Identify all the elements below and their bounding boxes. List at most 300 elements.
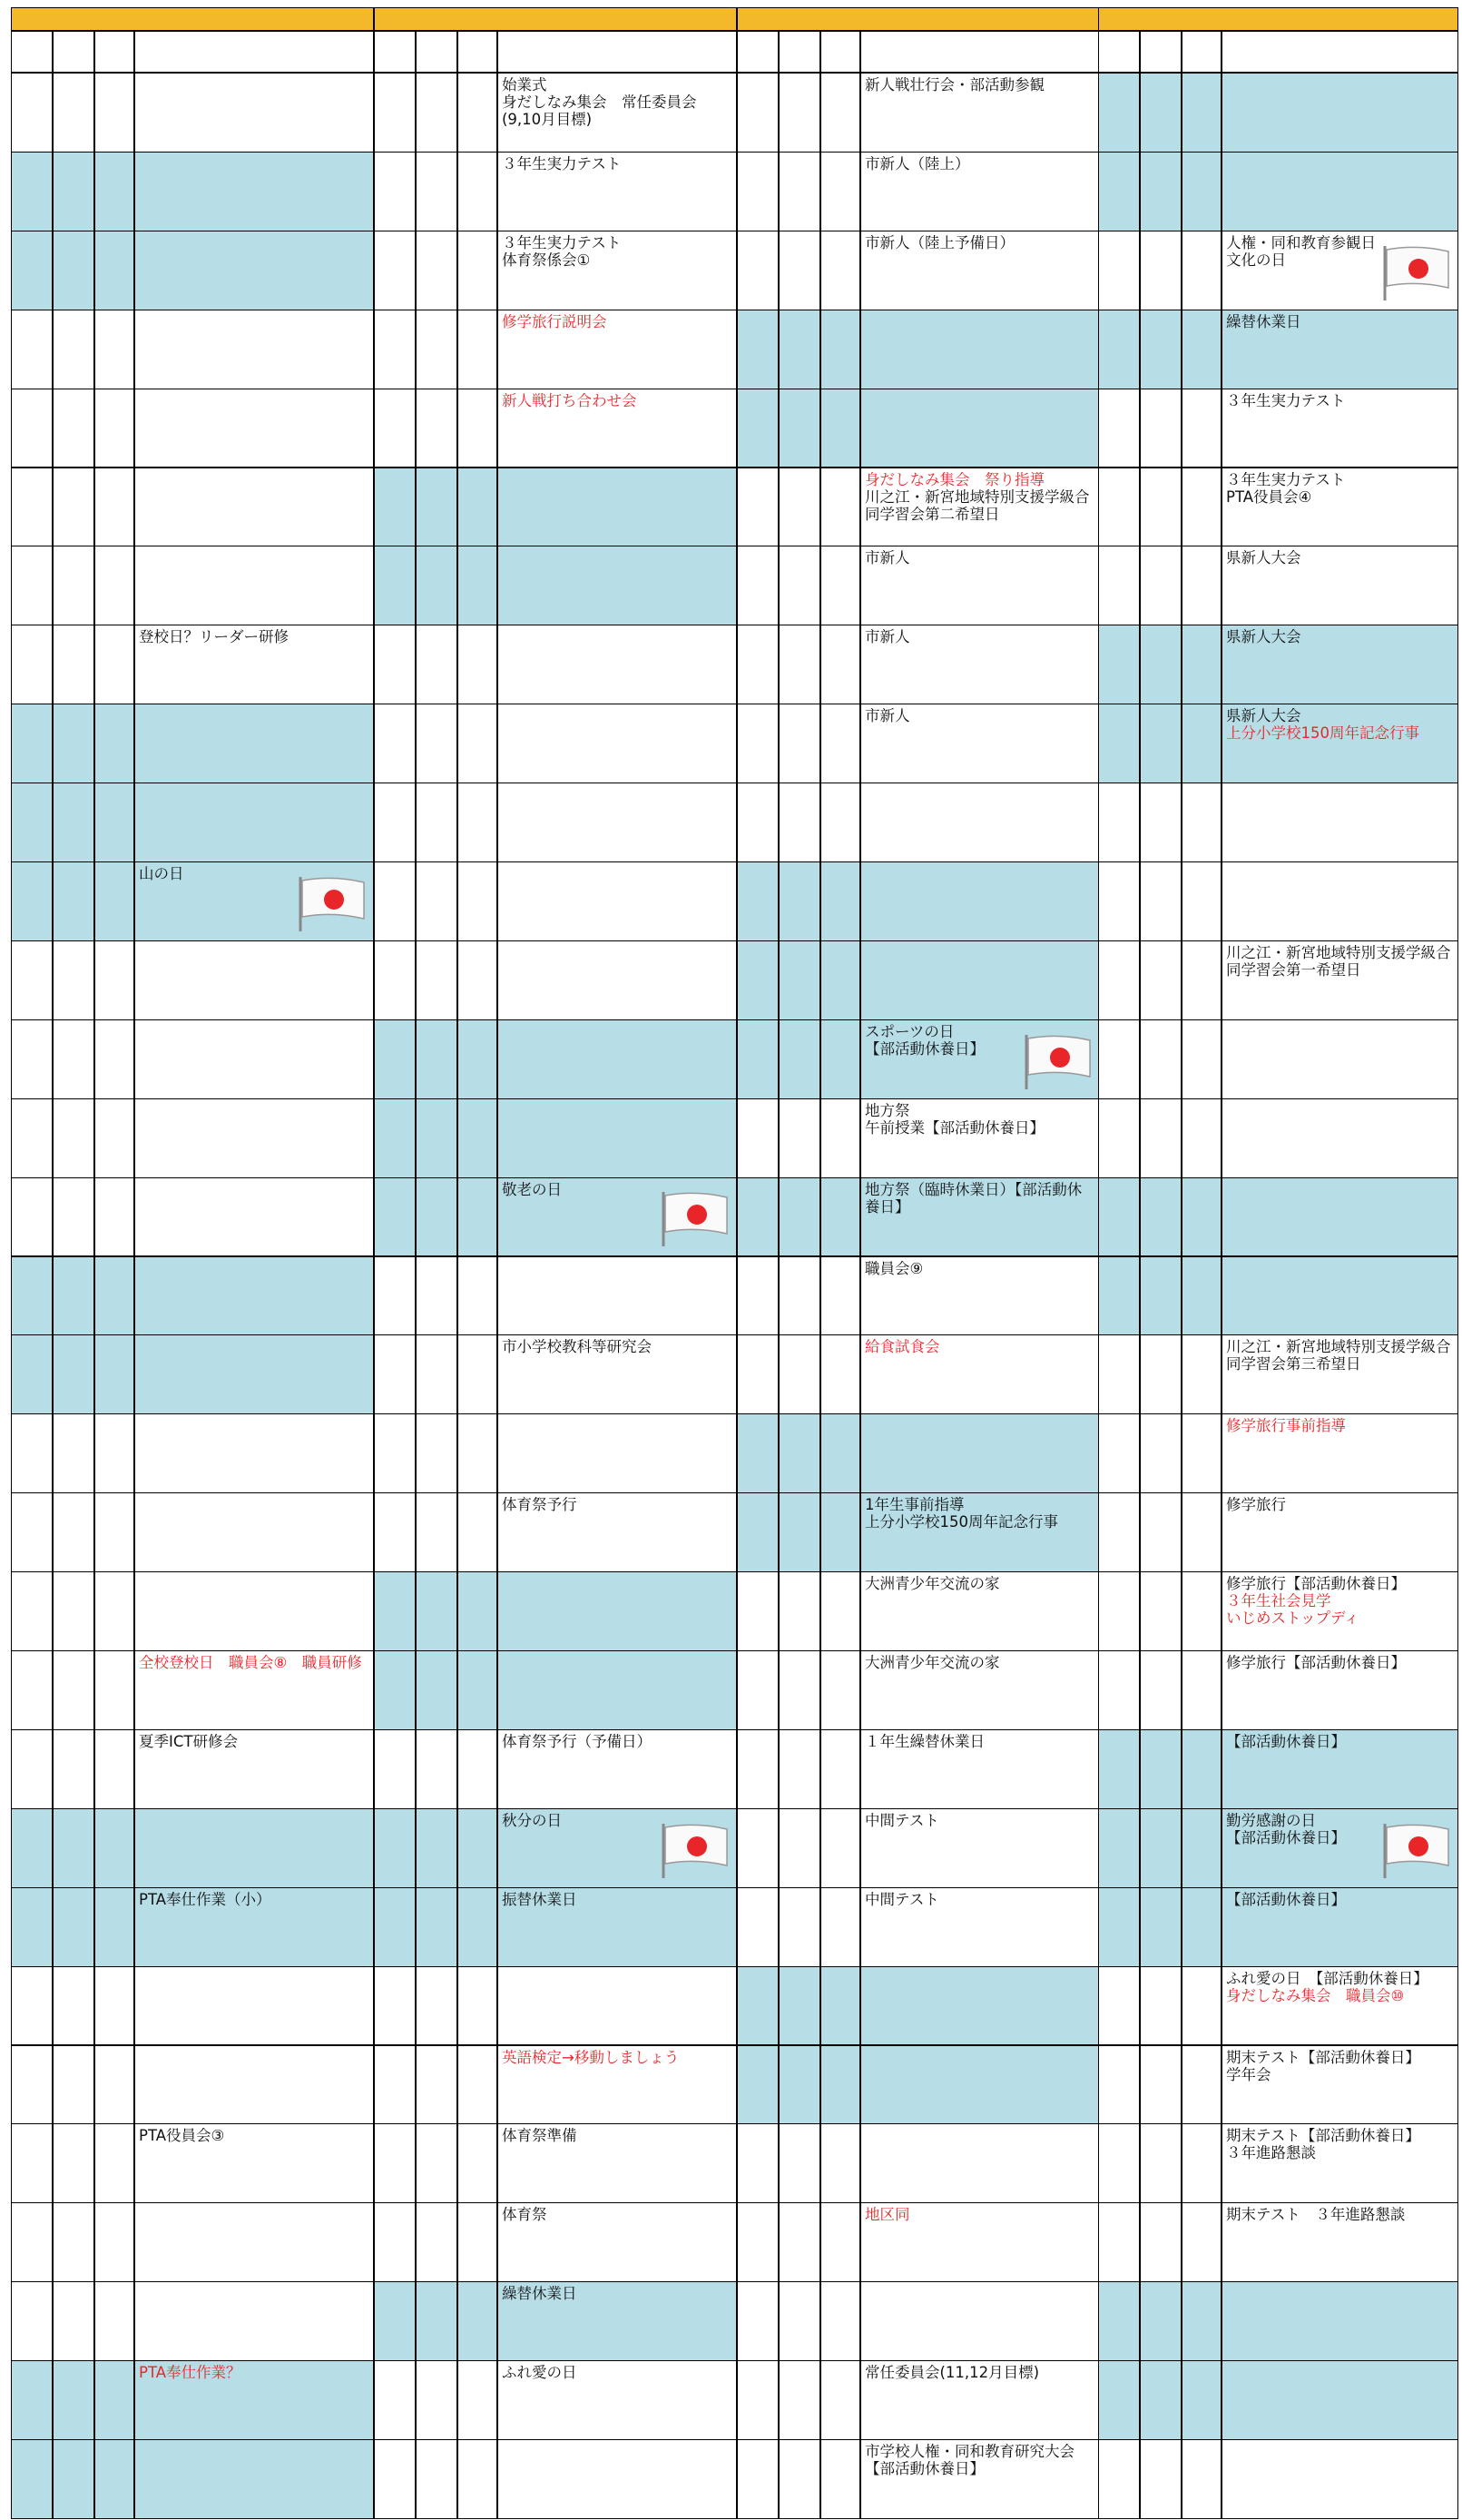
day-number <box>737 625 779 704</box>
event-text: 上分小学校150周年記念行事 <box>1226 724 1419 743</box>
event-cell <box>497 231 737 310</box>
meal-mark <box>457 1966 497 2046</box>
event-cell <box>860 152 1100 231</box>
weekday <box>779 1729 820 1809</box>
weekday <box>416 2281 457 2361</box>
day-number <box>737 1413 779 1493</box>
event-text: 登校日？リーダー研修 <box>139 628 289 646</box>
event-cell <box>860 1887 1100 1967</box>
event-text: 学年会 <box>1226 2065 1271 2083</box>
event-text: 繰替休業日 <box>502 2285 577 2303</box>
meal-mark <box>1182 1966 1222 2046</box>
weekday <box>416 2123 457 2203</box>
day-number <box>1098 1019 1140 1099</box>
day-number <box>1098 940 1140 1020</box>
event-text: 始業式 <box>502 76 547 94</box>
day-number <box>11 1571 53 1651</box>
weekday <box>416 1019 457 1099</box>
event-cell <box>860 783 1100 862</box>
weekday <box>779 1650 820 1730</box>
event-text: ３年進路懇談 <box>1226 2144 1316 2162</box>
event-cell <box>1222 1729 1458 1809</box>
meal-mark <box>820 389 860 468</box>
meal-mark <box>820 1177 860 1257</box>
weekday <box>779 152 820 231</box>
meal-mark <box>1182 1492 1222 1572</box>
event-text: 人権・同和教育参観日 <box>1226 233 1376 251</box>
event-cell <box>497 2123 737 2203</box>
weekday <box>53 2045 94 2125</box>
weekday <box>779 625 820 704</box>
day-number <box>1098 310 1140 389</box>
day-number <box>737 468 779 547</box>
weekday <box>416 1650 457 1730</box>
weekday <box>416 783 457 862</box>
weekday <box>1140 1492 1182 1572</box>
event-cell <box>134 1887 374 1967</box>
event-cell <box>497 2281 737 2361</box>
meal-mark <box>94 1413 134 1493</box>
event-cell <box>134 1966 374 2046</box>
weekday <box>53 1571 94 1651</box>
meal-mark <box>457 861 497 941</box>
event-cell <box>860 1729 1100 1809</box>
meal-mark <box>820 2439 860 2519</box>
event-cell <box>860 1177 1100 1257</box>
meal-mark <box>457 625 497 704</box>
weekday <box>53 783 94 862</box>
meal-mark <box>820 625 860 704</box>
col-header-day <box>737 31 779 73</box>
weekday <box>416 1571 457 1651</box>
weekday <box>779 468 820 547</box>
weekday <box>416 625 457 704</box>
meal-mark <box>1182 1729 1222 1809</box>
meal-mark <box>94 231 134 310</box>
event-cell <box>134 940 374 1020</box>
event-text: 大洲青少年交流の家 <box>865 1654 1000 1671</box>
meal-mark <box>820 783 860 862</box>
day-number <box>11 152 53 231</box>
japan-flag-icon <box>660 1190 731 1248</box>
day-number <box>11 2202 53 2282</box>
day-number <box>1098 1808 1140 1888</box>
day-number <box>374 2281 416 2361</box>
event-cell <box>134 1256 374 1336</box>
event-cell <box>860 310 1100 389</box>
japan-flag-icon <box>1023 1033 1094 1091</box>
event-text: 繰替休業日 <box>1226 312 1301 330</box>
meal-mark <box>820 940 860 1020</box>
event-cell <box>860 2360 1100 2440</box>
event-text: 体育祭予行（予備日） <box>502 1732 652 1750</box>
day-number <box>374 861 416 941</box>
meal-mark <box>457 2123 497 2203</box>
event-text: １年生繰替休業日 <box>865 1732 985 1750</box>
meal-mark <box>94 625 134 704</box>
day-number <box>11 1019 53 1099</box>
event-text: 期末テスト【部活動休養日】 <box>1226 2127 1420 2145</box>
event-cell <box>497 1334 737 1414</box>
meal-mark <box>457 1177 497 1257</box>
event-text: ３年生社会見学 <box>1226 1592 1331 1610</box>
weekday <box>1140 152 1182 231</box>
event-text: 新人戦壮行会・部活動参観 <box>865 76 1045 94</box>
meal-mark <box>820 1966 860 2046</box>
meal-mark <box>1182 704 1222 783</box>
month-header <box>1098 7 1458 31</box>
event-cell <box>1222 389 1458 468</box>
meal-mark <box>1182 2045 1222 2125</box>
event-cell <box>497 73 737 153</box>
event-cell <box>134 73 374 153</box>
day-number <box>374 73 416 153</box>
event-cell <box>1222 1650 1458 1730</box>
meal-mark <box>1182 152 1222 231</box>
day-number <box>737 2202 779 2282</box>
weekday <box>416 1334 457 1414</box>
weekday <box>1140 1966 1182 2046</box>
day-number <box>11 310 53 389</box>
event-text: いじめストップディ <box>1226 1609 1359 1628</box>
event-cell <box>497 1098 737 1178</box>
meal-mark <box>820 1729 860 1809</box>
event-text: 【部活動休養日】 <box>1226 1828 1346 1846</box>
day-number <box>1098 783 1140 862</box>
event-text: 体育祭準備 <box>502 2127 577 2145</box>
meal-mark <box>457 468 497 547</box>
day-number <box>1098 1098 1140 1178</box>
day-number <box>1098 1177 1140 1257</box>
meal-mark <box>94 2281 134 2361</box>
col-header-meal <box>457 31 497 73</box>
weekday <box>416 861 457 941</box>
event-text: 県新人大会 <box>1226 707 1301 725</box>
meal-mark <box>94 2202 134 2282</box>
day-number <box>11 704 53 783</box>
meal-mark <box>94 73 134 153</box>
japan-flag-icon <box>660 1822 731 1880</box>
meal-mark <box>1182 1650 1222 1730</box>
weekday <box>53 2360 94 2440</box>
meal-mark <box>1182 231 1222 310</box>
meal-mark <box>820 1256 860 1336</box>
school-days-total <box>860 31 1100 73</box>
event-cell <box>1222 1571 1458 1651</box>
empty-cell <box>374 2439 416 2519</box>
event-cell <box>134 152 374 231</box>
meal-mark <box>820 1571 860 1651</box>
day-number <box>374 1571 416 1651</box>
day-number <box>374 2045 416 2125</box>
event-cell <box>497 1492 737 1572</box>
weekday <box>53 152 94 231</box>
day-number <box>374 152 416 231</box>
weekday <box>53 310 94 389</box>
meal-mark <box>1182 1098 1222 1178</box>
meal-mark <box>457 2360 497 2440</box>
weekday <box>779 1098 820 1178</box>
day-number <box>1098 389 1140 468</box>
event-cell <box>134 1177 374 1257</box>
event-cell <box>134 2439 374 2519</box>
day-number <box>1098 73 1140 153</box>
day-number <box>737 1966 779 2046</box>
event-cell <box>134 1492 374 1572</box>
meal-mark <box>457 1729 497 1809</box>
weekday <box>416 231 457 310</box>
day-number <box>11 2281 53 2361</box>
meal-mark <box>94 2123 134 2203</box>
event-text: 全校登校日 職員会⑧ 職員研修 <box>139 1654 362 1671</box>
event-cell <box>134 2045 374 2125</box>
meal-mark <box>94 546 134 625</box>
meal-mark <box>820 2360 860 2440</box>
weekday <box>1140 310 1182 389</box>
event-text: 【部活動休養日】 <box>1226 1732 1346 1750</box>
event-cell <box>860 1808 1100 1888</box>
day-number <box>374 1256 416 1336</box>
weekday <box>53 1729 94 1809</box>
meal-mark <box>1182 2202 1222 2282</box>
event-cell <box>860 625 1100 704</box>
meal-mark <box>457 1887 497 1967</box>
event-cell <box>497 861 737 941</box>
event-cell <box>1222 2202 1458 2282</box>
day-number <box>11 2123 53 2203</box>
empty-cell <box>416 2439 457 2519</box>
meal-mark <box>1182 1413 1222 1493</box>
meal-mark <box>1182 1019 1222 1099</box>
weekday <box>416 940 457 1020</box>
col-header-day <box>1098 31 1140 73</box>
weekday <box>1140 625 1182 704</box>
day-number <box>1098 2281 1140 2361</box>
event-cell <box>134 861 374 941</box>
day-number <box>374 468 416 547</box>
weekday <box>1140 704 1182 783</box>
event-cell <box>1222 861 1458 941</box>
meal-mark <box>1182 2281 1222 2361</box>
event-cell <box>1222 1256 1458 1336</box>
meal-mark <box>820 231 860 310</box>
event-cell <box>860 2123 1100 2203</box>
weekday <box>1140 1098 1182 1178</box>
day-number <box>737 940 779 1020</box>
weekday <box>416 1887 457 1967</box>
event-text: 勤労感謝の日 <box>1226 1811 1316 1829</box>
japan-flag-icon <box>297 875 368 933</box>
weekday <box>1140 1808 1182 1888</box>
meal-mark <box>457 310 497 389</box>
day-number <box>374 1098 416 1178</box>
event-cell <box>1222 1177 1458 1257</box>
meal-mark <box>457 783 497 862</box>
event-cell <box>497 2202 737 2282</box>
event-cell <box>860 389 1100 468</box>
weekday <box>53 1334 94 1414</box>
weekday <box>53 1256 94 1336</box>
day-number <box>737 310 779 389</box>
weekday <box>1140 1650 1182 1730</box>
event-cell <box>1222 231 1458 310</box>
event-text: 【部活動休養日】 <box>1226 1890 1346 1908</box>
day-number <box>11 231 53 310</box>
meal-mark <box>457 1650 497 1730</box>
weekday <box>53 546 94 625</box>
meal-mark <box>820 2045 860 2125</box>
weekday <box>416 389 457 468</box>
weekday <box>53 389 94 468</box>
meal-mark <box>94 1729 134 1809</box>
event-cell <box>1222 704 1458 783</box>
meal-mark <box>1182 1808 1222 1888</box>
event-cell <box>860 1571 1100 1651</box>
event-cell <box>497 152 737 231</box>
event-text: ３年生実力テスト <box>502 154 622 172</box>
event-text: 市新人 <box>865 707 910 725</box>
event-text: 市新人（陸上予備日） <box>865 233 1015 251</box>
day-number <box>737 231 779 310</box>
event-cell <box>497 310 737 389</box>
weekday <box>779 1887 820 1967</box>
day-number <box>1098 1966 1140 2046</box>
event-cell <box>860 861 1100 941</box>
meal-mark <box>820 1492 860 1572</box>
event-cell <box>860 1019 1100 1099</box>
meal-mark <box>820 1887 860 1967</box>
meal-mark <box>457 389 497 468</box>
weekday <box>416 1256 457 1336</box>
weekday <box>416 152 457 231</box>
event-text: 市新人（陸上） <box>865 154 970 172</box>
event-cell <box>134 2123 374 2203</box>
day-number <box>11 625 53 704</box>
day-number <box>737 546 779 625</box>
weekday <box>53 2202 94 2282</box>
day-number <box>1098 1256 1140 1336</box>
meal-mark <box>94 1571 134 1651</box>
meal-mark <box>1182 389 1222 468</box>
weekday <box>779 1808 820 1888</box>
event-text: PTA奉仕作業？ <box>139 2364 241 2382</box>
day-number <box>11 1098 53 1178</box>
meal-mark <box>457 1019 497 1099</box>
day-number <box>737 389 779 468</box>
weekday <box>53 1098 94 1178</box>
weekday <box>1140 1177 1182 1257</box>
weekday <box>1140 1256 1182 1336</box>
day-number <box>1098 546 1140 625</box>
event-text: 文化の日 <box>1226 251 1286 269</box>
day-number <box>11 1887 53 1967</box>
event-cell <box>134 1650 374 1730</box>
weekday <box>53 1413 94 1493</box>
day-number <box>737 1808 779 1888</box>
event-text: 県新人大会 <box>1226 549 1301 567</box>
meal-mark <box>820 1098 860 1178</box>
empty-cell <box>497 2439 737 2519</box>
weekday <box>779 1966 820 2046</box>
empty-cell <box>457 2439 497 2519</box>
weekday <box>779 2123 820 2203</box>
event-cell <box>1222 2281 1458 2361</box>
event-text: 午前授業【部活動休養日】 <box>865 1118 1045 1137</box>
event-cell <box>497 2045 737 2125</box>
weekday <box>416 1177 457 1257</box>
weekday <box>53 468 94 547</box>
event-cell <box>134 1334 374 1414</box>
day-number <box>737 1177 779 1257</box>
event-text: 体育祭係会① <box>502 251 591 269</box>
weekday <box>53 625 94 704</box>
weekday <box>416 1413 457 1493</box>
day-number <box>1098 704 1140 783</box>
meal-mark <box>94 1098 134 1178</box>
day-number <box>737 2360 779 2440</box>
event-cell <box>134 1019 374 1099</box>
event-cell <box>860 2439 1100 2519</box>
event-text: 敬老の日 <box>502 1180 562 1198</box>
day-number <box>737 861 779 941</box>
event-text: 市学校人権・同和教育研究大会【部活動休養日】 <box>865 2443 1074 2477</box>
event-text: 川之江・新宮地域特別支援学級合同学習会第一希望日 <box>1226 943 1451 979</box>
event-cell <box>860 231 1100 310</box>
meal-mark <box>94 2045 134 2125</box>
event-cell <box>1222 783 1458 862</box>
day-number <box>11 1729 53 1809</box>
event-cell <box>134 546 374 625</box>
meal-mark <box>820 1650 860 1730</box>
weekday <box>779 231 820 310</box>
meal-mark <box>94 2360 134 2440</box>
event-cell <box>860 1413 1100 1493</box>
meal-mark <box>457 73 497 153</box>
month-header <box>11 7 374 31</box>
event-text: (9,10月目標) <box>502 111 593 128</box>
meal-mark <box>94 704 134 783</box>
meal-mark <box>1182 1571 1222 1651</box>
event-text: 修学旅行説明会 <box>502 312 607 330</box>
day-number <box>374 231 416 310</box>
event-cell <box>860 468 1100 547</box>
weekday <box>416 1729 457 1809</box>
event-text: 修学旅行【部活動休養日】 <box>1226 1654 1406 1671</box>
event-text: 修学旅行事前指導 <box>1226 1417 1346 1435</box>
empty-cell <box>1182 2439 1222 2519</box>
event-cell <box>860 1966 1100 2046</box>
meal-mark <box>94 1334 134 1414</box>
day-number <box>737 2123 779 2203</box>
weekday <box>53 73 94 153</box>
event-text: 地方祭 <box>865 1101 910 1119</box>
event-text: ふれ愛の日 <box>502 2364 577 2382</box>
event-cell <box>860 1650 1100 1730</box>
event-cell <box>860 2281 1100 2361</box>
event-text: PTA役員会④ <box>1226 487 1312 506</box>
day-number <box>374 940 416 1020</box>
day-number <box>374 2123 416 2203</box>
day-number <box>11 861 53 941</box>
weekday <box>779 2202 820 2282</box>
meal-mark <box>820 704 860 783</box>
weekday <box>1140 2202 1182 2282</box>
meal-mark <box>457 2202 497 2282</box>
meal-mark <box>457 704 497 783</box>
event-cell <box>1222 940 1458 1020</box>
meal-mark <box>820 2123 860 2203</box>
meal-mark <box>820 73 860 153</box>
